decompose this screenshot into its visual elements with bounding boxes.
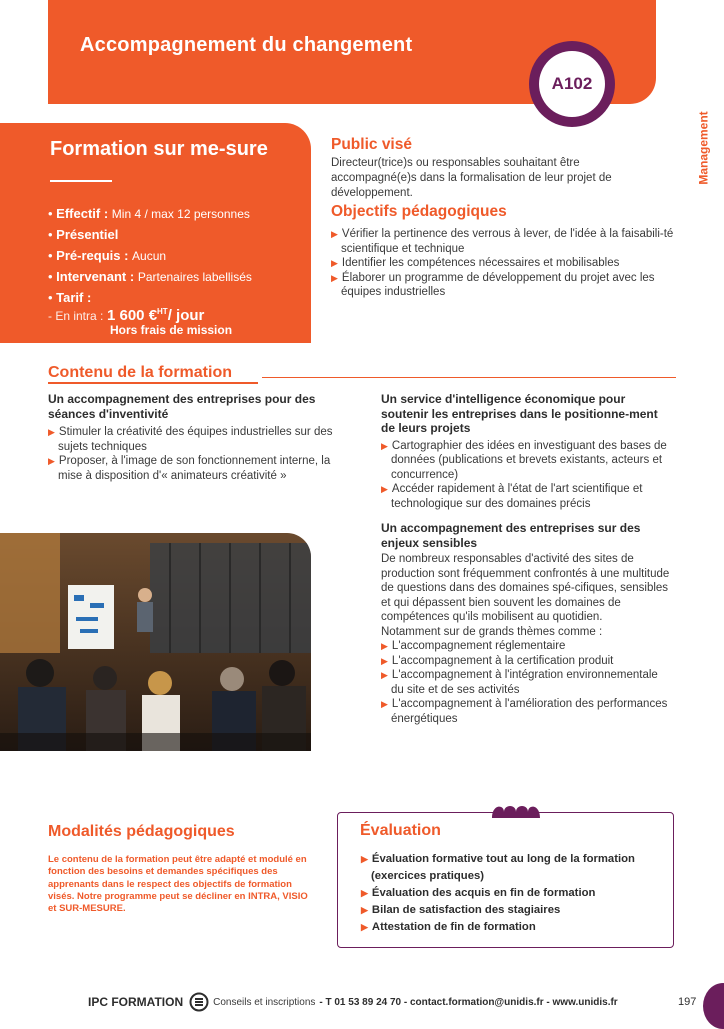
list-item: ▶ L'accompagnement à l'amélioration des performances énergétiques [381, 698, 668, 725]
list-item: ▶ Attestation de fin de formation [361, 921, 536, 933]
list-item: ▶ Proposer, à l'image de son fonctionnement interne, la mise à disposition d'« animateurs créativité » [48, 455, 331, 482]
logo-icon [189, 992, 209, 1012]
triangle-bullet-icon: ▶ [361, 922, 368, 932]
wave-decoration-icon [490, 800, 546, 822]
triangle-bullet-icon: ▶ [48, 456, 55, 466]
info-intervenant: • Intervenant : Partenaires labellisés [48, 269, 252, 284]
content-heading: Contenu de la formation [48, 364, 232, 381]
info-effectif: • Effectif : Min 4 / max 12 personnes [48, 206, 250, 221]
triangle-bullet-icon: ▶ [361, 854, 368, 864]
page-number: 197 [678, 996, 697, 1008]
objectives-heading: Objectifs pédagogiques [331, 203, 507, 220]
content-left-column [48, 392, 348, 483]
triangle-bullet-icon: ▶ [361, 905, 368, 915]
modalities-heading: Modalités pédagogiques [48, 823, 235, 840]
info-list [48, 203, 308, 324]
list-item: ▶ Identifier les compétences nécessaires et mobilisables [331, 257, 620, 269]
triangle-bullet-icon: ▶ [381, 641, 388, 651]
divider [262, 377, 676, 378]
list-item: ▶ Bilan de satisfaction des stagiaires [361, 904, 561, 916]
training-photo [0, 533, 311, 751]
subsection-text: De nombreux responsables d'activité des sites de production sont fréquemment confrontés à une multitude de questions dans des domaines spé-cifiques, sensibles et qui dépassent bien souvent les domaines de compétences qu'ils mobilisent au quotidien. [381, 553, 670, 623]
list-item: ▶ Stimuler la créativité des équipes industrielles sur des sujets techniques [48, 426, 333, 453]
course-code: A102 [539, 51, 605, 117]
content-right-column [381, 392, 671, 726]
triangle-bullet-icon: ▶ [381, 440, 388, 451]
list-item: ▶ Évaluation formative tout au long de la formation (exercices pratiques) [361, 853, 635, 882]
triangle-bullet-icon: ▶ [381, 670, 388, 680]
list-item: ▶ Évaluation des acquis en fin de formation [361, 887, 596, 899]
category-label: Management [697, 111, 712, 185]
triangle-bullet-icon: ▶ [331, 258, 338, 268]
list-item: ▶ L'accompagnement à la certification produit [381, 654, 614, 667]
triangle-bullet-icon: ▶ [361, 888, 368, 898]
course-code-badge [529, 41, 615, 127]
subsection-title: Un accompagnement des entreprises sur des enjeux sensibles [381, 521, 641, 550]
triangle-bullet-icon: ▶ [331, 229, 338, 239]
objectives-list [331, 227, 676, 300]
info-title: Formation sur me-sure [50, 138, 268, 160]
info-box [0, 123, 311, 343]
subsection-intro: Notamment sur de grands thèmes comme : [381, 625, 603, 638]
list-item: ▶ L'accompagnement à l'intégration environnementale du site et de ses activités [381, 669, 658, 696]
list-item: ▶ Vérifier la pertinence des verrous à lever, de l'idée à la faisabili-té scientifique et technique [331, 228, 674, 255]
subsection-title: Un service d'intelligence économique pour soutenir les entreprises dans le positionne-ment de leurs projets [381, 392, 658, 435]
triangle-bullet-icon: ▶ [381, 655, 388, 666]
footer-contact: - T 01 53 89 24 70 - contact.formation@unidis.fr - www.unidis.fr [319, 996, 618, 1008]
footer-brand: IPC FORMATION [88, 995, 184, 1009]
triangle-bullet-icon: ▶ [331, 272, 338, 283]
info-prerequis: • Pré-requis : Aucun [48, 248, 167, 263]
footer [88, 992, 648, 1012]
list-item: ▶ Élaborer un programme de développement du projet avec les équipes industrielles [331, 271, 655, 298]
page-tab [703, 983, 724, 1029]
triangle-bullet-icon: ▶ [48, 427, 55, 437]
price-note: Hors frais de mission [110, 323, 233, 337]
evaluation-list [361, 851, 666, 936]
category-side-tab [689, 100, 719, 196]
triangle-bullet-icon: ▶ [381, 699, 388, 709]
info-tarif: • Tarif : [48, 290, 92, 305]
info-title-underline [50, 180, 112, 182]
page-title: Accompagnement du changement [80, 34, 413, 56]
list-item: ▶ L'accompagnement réglementaire [381, 640, 566, 652]
subsection-title: Un accompagnement des entreprises pour des séances d'inventivité [48, 392, 316, 421]
triangle-bullet-icon: ▶ [381, 484, 388, 494]
price-row: - En intra : 1 600 €$^{HT}$/ jour [48, 307, 205, 324]
evaluation-heading: Évaluation [360, 822, 441, 839]
footer-lead: Conseils et inscriptions [213, 996, 316, 1008]
modalities-text: Le contenu de la formation peut être adapté et modulé en fonction des besoins et demandes spécifiques des apprenants dans le respect des objectifs de formation visés. Notre programme peut se décliner en INTRA, VISIO et SUR-MESURE. [48, 854, 308, 915]
list-item: ▶ Cartographier des idées en investiguant des bases de données (publications et brevets existants, acteurs et concurrence) [381, 439, 667, 481]
public-text: Directeur(trice)s ou responsables souhaitant être accompagné(e)s dans la formalisation de leur projet de développement. [331, 157, 612, 199]
list-item: ▶ Accéder rapidement à l'état de l'art scientifique et technologique sur des domaines précis [381, 483, 643, 510]
heading-underline [48, 382, 258, 384]
public-heading: Public visé [331, 136, 412, 153]
info-presentiel: • Présentiel [48, 227, 119, 242]
